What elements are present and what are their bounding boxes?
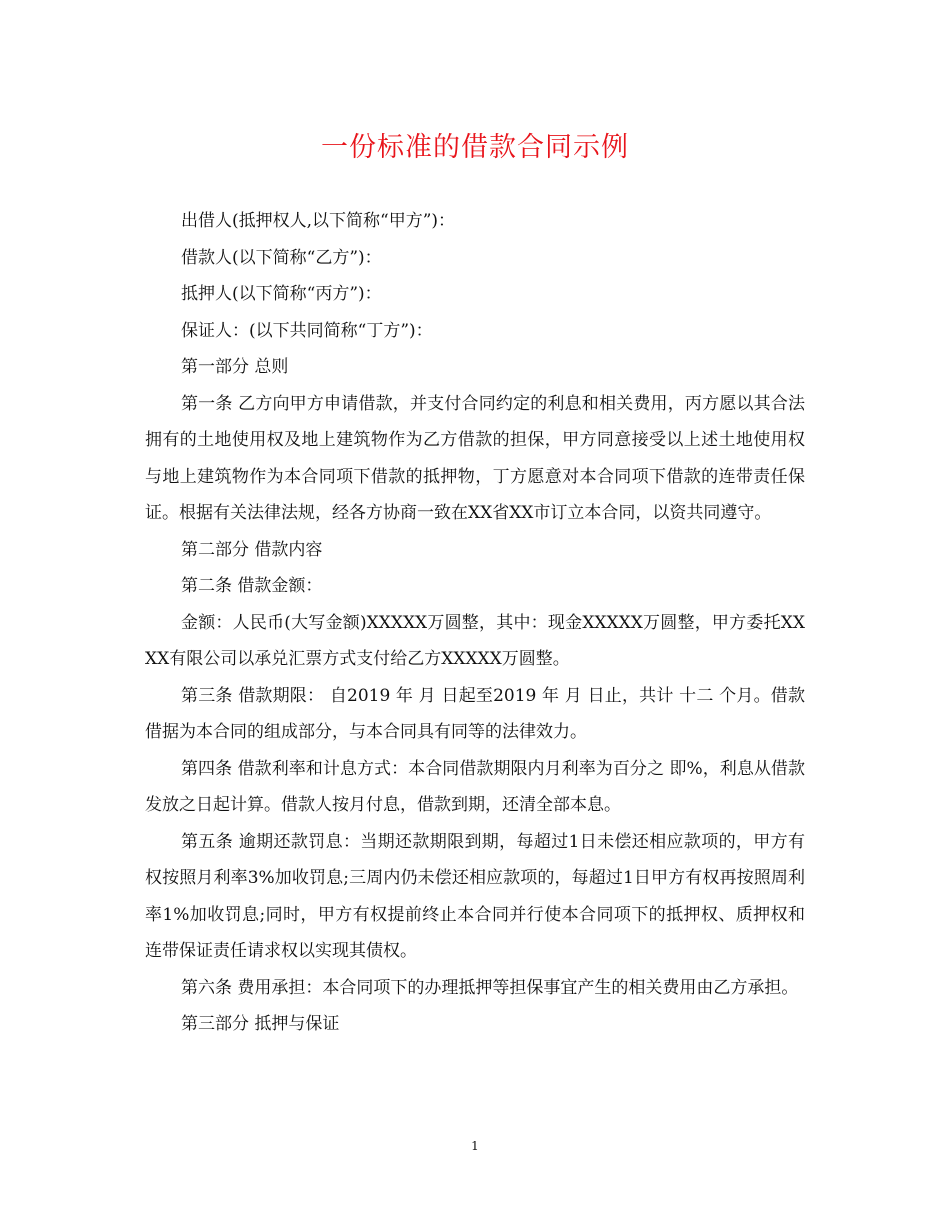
section-heading-loan-content: 第二部分 借款内容 bbox=[181, 539, 323, 560]
article-3: 第三条 借款期限： 自2019 年 月 日起至2019 年 月 日止，共计 十二 个月。借款借据为本合同的组成部分，与本合同具有同等的法律效力。 bbox=[145, 685, 805, 742]
article-6: 第六条 费用承担：本合同项下的办理抵押等担保事宜产生的相关费用由乙方承担。 bbox=[181, 977, 799, 998]
document-title: 一份标准的借款合同示例 bbox=[321, 132, 629, 163]
party-mortgagor: 抵押人(以下简称“丙方”)： bbox=[181, 284, 382, 304]
section-heading-mortgage: 第三部分 抵押与保证 bbox=[181, 1014, 340, 1034]
section-heading-general: 第一部分 总则 bbox=[181, 357, 289, 377]
article-5: 第五条 逾期还款罚息：当期还款期限到期，每超过1日未偿还相应款项的，甲方有权按照月利率3%加收罚息;三周内仍未偿还相应款项的，每超过1日甲方有权再按照周利率1%加收罚息;同时，甲方有权提前终止本合同并行使本合同项下的抵押权、质押权和连带保证责任请求权以实现其债权。 bbox=[145, 831, 805, 961]
article-4: 第四条 借款利率和计息方式：本合同借款期限内月利率为百分之 即%，利息从借款发放之日起计算。借款人按月付息，借款到期，还清全部本息。 bbox=[145, 758, 805, 815]
party-guarantor: 保证人：(以下共同简称“丁方”)： bbox=[181, 320, 433, 341]
article-1: 第一条 乙方向甲方申请借款，并支付合同约定的利息和相关费用，丙方愿以其合法拥有的土地使用权及地上建筑物作为乙方借款的担保，甲方同意接受以上述土地使用权与地上建筑物作为本合同项下借款的抵押物，丁方愿意对本合同项下借款的连带责任保证。根据有关法律法规，经各方协商一致在XX省XX市订立本合同，以资共同遵守。 bbox=[145, 393, 805, 523]
loan-amount: 金额：人民币(大写金额)XXXXX万圆整，其中：现金XXXXX万圆整，甲方委托XXXX有限公司以承兑汇票方式支付给乙方XXXXX万圆整。 bbox=[145, 612, 805, 669]
document-body bbox=[145, 203, 805, 1043]
article-2: 第二条 借款金额： bbox=[181, 576, 323, 596]
party-lender: 出借人(抵押权人,以下简称“甲方”)： bbox=[181, 211, 456, 231]
party-borrower: 借款人(以下简称“乙方”)： bbox=[181, 247, 382, 268]
page-number: 1 bbox=[471, 1139, 479, 1153]
